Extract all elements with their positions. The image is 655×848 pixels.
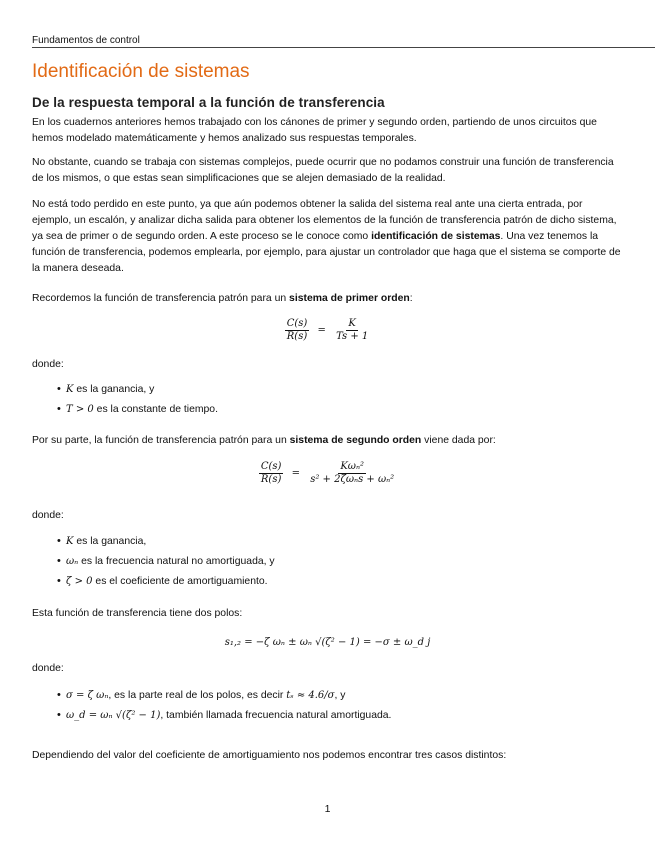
page-number: 1 xyxy=(324,803,331,815)
second-order-parameter-list xyxy=(66,534,275,594)
first-order-rhs-numerator: K xyxy=(348,318,356,329)
bullet-symbol: ωₙ xyxy=(66,556,79,567)
section-subtitle: De la respuesta temporal a la función de transferencia xyxy=(32,95,385,110)
first-order-rhs-denominator: Ts + 1 xyxy=(336,331,369,342)
second-order-intro-end: viene dada por: xyxy=(421,435,496,446)
page-title: Identificación de sistemas xyxy=(32,61,250,82)
bullet-symbol: K xyxy=(66,536,74,547)
first-order-lhs-numerator: C(s) xyxy=(286,318,308,329)
paragraph-identification xyxy=(32,197,622,277)
second-order-lhs-numerator: C(s) xyxy=(260,461,282,472)
first-order-rhs xyxy=(334,318,370,343)
paragraph-identification-part-a: No está todo perdido en este punto, ya que aún podemos obtener la salida del sistema real ante una cierta entrada, por ejemplo, un escalón, y analizar dicha salida para obtener los elementos de la función de transferencia patrón de dicho sistema, ya sea de primer o de segundo orden. A este proceso se le conoce como xyxy=(32,199,617,242)
running-header: Fundamentos de control xyxy=(32,35,655,48)
list-item xyxy=(66,708,391,728)
term-segundo-orden: sistema de segundo orden xyxy=(289,435,422,446)
bullet-text: es la frecuencia natural no amortiguada, y xyxy=(78,556,275,567)
paragraph-poles-intro: Esta función de transferencia tiene dos polos: xyxy=(32,608,243,619)
second-order-intro-text: Por su parte, la función de transferencia patrón para un xyxy=(32,435,290,446)
second-order-lhs-denominator: R(s) xyxy=(260,474,282,485)
paragraph-first-order-intro xyxy=(32,291,622,307)
term-identificacion: identificación de sistemas xyxy=(371,231,501,242)
bullet-text: , también llamada frecuencia natural amortiguada. xyxy=(160,710,392,721)
second-order-rhs xyxy=(308,461,396,486)
donde-label-1: donde: xyxy=(32,359,64,370)
paragraph-second-order-intro xyxy=(32,433,622,449)
first-order-parameter-list xyxy=(66,382,218,422)
bullet-symbol: ζ > 0 xyxy=(66,576,93,587)
poles-equation: s₁,₂ = −ζ ωₙ ± ωₙ √(ζ² − 1) = −σ ± ω_d j xyxy=(224,637,431,648)
first-order-intro-colon: : xyxy=(409,293,413,304)
first-order-lhs xyxy=(285,318,310,343)
second-order-lhs xyxy=(259,461,284,486)
bullet-text: es la ganancia, xyxy=(73,536,147,547)
first-order-lhs-denominator: R(s) xyxy=(286,331,308,342)
list-item xyxy=(66,688,391,708)
bullet-text: es el coeficiente de amortiguamiento. xyxy=(92,576,268,587)
list-item xyxy=(66,402,218,422)
paragraph-identification-part-b: . Una vez tenemos la función de transferencia, podemos emplearla, por ejemplo, para ajustar un controlador que haga que el sistema se comporte de la manera deseada. xyxy=(32,231,621,274)
bullet-symbol: T > 0 xyxy=(66,404,94,415)
paragraph-complex-systems: No obstante, cuando se trabaja con sistemas complejos, puede ocurrir que no podamos construir una función de transferencia de los mismos, o que estas sean simplificaciones que se alejen demasiado de la realidad. xyxy=(32,157,614,184)
bullet-symbol: σ = ζ ωₙ xyxy=(66,690,109,701)
donde-label-3: donde: xyxy=(32,663,64,674)
bullet-text-end: , y xyxy=(334,690,346,701)
bullet-text: es la constante de tiempo. xyxy=(93,404,218,415)
list-item xyxy=(66,382,218,402)
list-item xyxy=(66,554,275,574)
bullet-text: es la ganancia, y xyxy=(73,384,155,395)
term-primer-orden: sistema de primer orden xyxy=(289,293,410,304)
second-order-rhs-numerator: Kωₙ² xyxy=(340,461,365,472)
first-order-transfer-function xyxy=(0,318,655,343)
paragraph-three-cases: Dependiendo del valor del coeficiente de amortiguamiento nos podemos encontrar tres casos distintos: xyxy=(32,750,507,761)
second-order-rhs-denominator: s² + 2ζωₙs + ωₙ² xyxy=(310,474,395,485)
bullet-symbol: K xyxy=(66,384,74,395)
bullet-text: , es la parte real de los polos, es decir xyxy=(108,690,287,701)
paragraph-intro: En los cuadernos anteriores hemos trabajado con los cánones de primer y segundo orden, partiendo de unos circuitos que hemos modelado matemáticamente y hemos analizado sus respuestas temporales. xyxy=(32,117,597,144)
list-item xyxy=(66,574,275,594)
second-order-transfer-function xyxy=(0,461,655,486)
bullet-symbol-settling-time: tₛ ≈ 4.6/σ xyxy=(286,690,335,701)
first-order-intro-text: Recordemos la función de transferencia patrón para un xyxy=(32,293,290,304)
list-item xyxy=(66,534,275,554)
second-order-equals: = xyxy=(291,468,301,479)
first-order-equals: = xyxy=(317,325,326,336)
poles-parameter-list xyxy=(66,688,391,728)
donde-label-2: donde: xyxy=(32,510,64,521)
bullet-symbol: ω_d = ωₙ √(ζ² − 1) xyxy=(66,710,161,721)
